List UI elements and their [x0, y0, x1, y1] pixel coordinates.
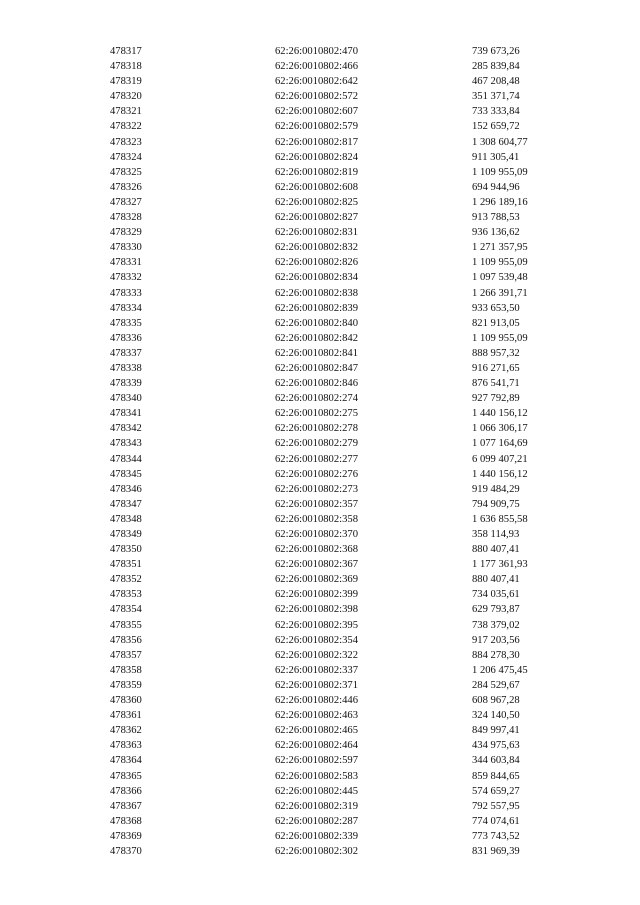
- cadastral-number-cell: 62:26:0010802:368: [275, 544, 358, 556]
- cadastral-number-cell: 62:26:0010802:841: [275, 347, 358, 359]
- table-row: [0, 89, 640, 104]
- table-row: [0, 195, 640, 210]
- row-id-cell: 478332: [110, 272, 142, 284]
- row-id-cell: 478350: [110, 544, 142, 556]
- cadastral-number-cell: 62:26:0010802:445: [275, 785, 358, 797]
- value-cell: 733 333,84: [472, 106, 520, 118]
- value-cell: 916 271,65: [472, 362, 520, 374]
- table-row: [0, 527, 640, 542]
- row-id-cell: 478340: [110, 393, 142, 405]
- value-cell: 1 109 955,09: [472, 332, 528, 344]
- row-id-cell: 478322: [110, 121, 142, 133]
- cadastral-number-cell: 62:26:0010802:840: [275, 317, 358, 329]
- table-row: [0, 467, 640, 482]
- value-cell: 859 844,65: [472, 770, 520, 782]
- cadastral-number-cell: 62:26:0010802:832: [275, 242, 358, 254]
- table-row: [0, 270, 640, 285]
- cadastral-number-cell: 62:26:0010802:399: [275, 589, 358, 601]
- table-row: [0, 210, 640, 225]
- table-row: [0, 331, 640, 346]
- table-row: [0, 119, 640, 134]
- cadastral-number-cell: 62:26:0010802:277: [275, 453, 358, 465]
- value-cell: 574 659,27: [472, 785, 520, 797]
- cadastral-number-cell: 62:26:0010802:834: [275, 272, 358, 284]
- row-id-cell: 478355: [110, 619, 142, 631]
- value-cell: 773 743,52: [472, 830, 520, 842]
- row-id-cell: 478362: [110, 725, 142, 737]
- table-row: [0, 753, 640, 768]
- table-row: [0, 59, 640, 74]
- value-cell: 467 208,48: [472, 76, 520, 88]
- table-row: [0, 512, 640, 527]
- cadastral-number-cell: 62:26:0010802:827: [275, 212, 358, 224]
- cadastral-number-cell: 62:26:0010802:819: [275, 166, 358, 178]
- value-cell: 1 308 604,77: [472, 136, 528, 148]
- table-row: [0, 406, 640, 421]
- cadastral-number-cell: 62:26:0010802:446: [275, 695, 358, 707]
- row-id-cell: 478363: [110, 740, 142, 752]
- value-cell: 434 975,63: [472, 740, 520, 752]
- value-cell: 1 097 539,48: [472, 272, 528, 284]
- row-id-cell: 478346: [110, 483, 142, 495]
- row-id-cell: 478354: [110, 604, 142, 616]
- table-row: [0, 497, 640, 512]
- cadastral-number-cell: 62:26:0010802:846: [275, 378, 358, 390]
- cadastral-number-cell: 62:26:0010802:824: [275, 151, 358, 163]
- row-id-cell: 478330: [110, 242, 142, 254]
- value-cell: 284 529,67: [472, 679, 520, 691]
- table-row: [0, 648, 640, 663]
- cadastral-number-cell: 62:26:0010802:838: [275, 287, 358, 299]
- table-row: [0, 814, 640, 829]
- row-id-cell: 478348: [110, 513, 142, 525]
- row-id-cell: 478353: [110, 589, 142, 601]
- table-row: [0, 452, 640, 467]
- row-id-cell: 478328: [110, 212, 142, 224]
- value-cell: 344 603,84: [472, 755, 520, 767]
- value-cell: 933 653,50: [472, 302, 520, 314]
- value-cell: 792 557,95: [472, 800, 520, 812]
- row-id-cell: 478321: [110, 106, 142, 118]
- value-cell: 888 957,32: [472, 347, 520, 359]
- cadastral-number-cell: 62:26:0010802:395: [275, 619, 358, 631]
- value-cell: 358 114,93: [472, 529, 520, 540]
- cadastral-number-cell: 62:26:0010802:278: [275, 423, 358, 435]
- cadastral-number-cell: 62:26:0010802:322: [275, 649, 358, 661]
- row-id-cell: 478367: [110, 800, 142, 812]
- row-id-cell: 478329: [110, 227, 142, 239]
- row-id-cell: 478325: [110, 166, 142, 178]
- table-row: [0, 602, 640, 617]
- cadastral-number-cell: 62:26:0010802:370: [275, 529, 358, 540]
- cadastral-number-cell: 62:26:0010802:287: [275, 815, 358, 827]
- table-row: [0, 436, 640, 451]
- cadastral-number-cell: 62:26:0010802:464: [275, 740, 358, 752]
- row-id-cell: 478342: [110, 423, 142, 435]
- value-cell: 880 407,41: [472, 574, 520, 586]
- value-cell: 738 379,02: [472, 619, 520, 631]
- row-id-cell: 478349: [110, 529, 142, 540]
- value-cell: 1 440 156,12: [472, 408, 528, 420]
- cadastral-number-cell: 62:26:0010802:466: [275, 61, 358, 73]
- value-cell: 876 541,71: [472, 378, 520, 390]
- row-id-cell: 478331: [110, 257, 142, 269]
- table-row: [0, 44, 640, 59]
- table-row: [0, 361, 640, 376]
- row-id-cell: 478337: [110, 347, 142, 359]
- cadastral-number-cell: 62:26:0010802:826: [275, 257, 358, 269]
- cadastral-number-cell: 62:26:0010802:607: [275, 106, 358, 118]
- row-id-cell: 478327: [110, 196, 142, 208]
- table-row: [0, 738, 640, 753]
- cadastral-number-cell: 62:26:0010802:367: [275, 559, 358, 571]
- value-cell: 739 673,26: [472, 46, 520, 57]
- row-id-cell: 478335: [110, 317, 142, 329]
- value-cell: 1 271 357,95: [472, 242, 528, 254]
- row-id-cell: 478319: [110, 76, 142, 88]
- table-row: [0, 150, 640, 165]
- table-row: [0, 678, 640, 693]
- row-id-cell: 478347: [110, 498, 142, 510]
- cadastral-number-cell: 62:26:0010802:275: [275, 408, 358, 420]
- table-row: [0, 346, 640, 361]
- table-row: [0, 104, 640, 119]
- value-cell: 1 296 189,16: [472, 196, 528, 208]
- row-id-cell: 478344: [110, 453, 142, 465]
- value-cell: 608 967,28: [472, 695, 520, 707]
- cadastral-number-cell: 62:26:0010802:369: [275, 574, 358, 586]
- row-id-cell: 478318: [110, 61, 142, 73]
- table-row: [0, 708, 640, 723]
- cadastral-number-cell: 62:26:0010802:608: [275, 181, 358, 193]
- value-cell: 324 140,50: [472, 710, 520, 722]
- cadastral-number-cell: 62:26:0010802:583: [275, 770, 358, 782]
- value-cell: 911 305,41: [472, 151, 520, 163]
- table-row: [0, 421, 640, 436]
- cadastral-number-cell: 62:26:0010802:572: [275, 91, 358, 103]
- row-id-cell: 478357: [110, 649, 142, 661]
- cadastral-number-cell: 62:26:0010802:319: [275, 800, 358, 812]
- row-id-cell: 478336: [110, 332, 142, 344]
- cadastral-number-cell: 62:26:0010802:279: [275, 438, 358, 450]
- row-id-cell: 478345: [110, 468, 142, 480]
- table-row: [0, 587, 640, 602]
- table-row: [0, 784, 640, 799]
- row-id-cell: 478356: [110, 634, 142, 646]
- table-row: [0, 286, 640, 301]
- table-row: [0, 769, 640, 784]
- cadastral-number-cell: 62:26:0010802:273: [275, 483, 358, 495]
- cadastral-number-cell: 62:26:0010802:339: [275, 830, 358, 842]
- table-row: [0, 240, 640, 255]
- table-row: [0, 255, 640, 270]
- value-cell: 1 077 164,69: [472, 438, 528, 450]
- table-row: [0, 135, 640, 150]
- cadastral-number-cell: 62:26:0010802:642: [275, 76, 358, 88]
- row-id-cell: 478323: [110, 136, 142, 148]
- row-id-cell: 478361: [110, 710, 142, 722]
- table-row: [0, 225, 640, 240]
- cadastral-number-cell: 62:26:0010802:302: [275, 845, 358, 857]
- value-cell: 1 206 475,45: [472, 664, 528, 676]
- row-id-cell: 478368: [110, 815, 142, 827]
- table-row: [0, 74, 640, 89]
- row-id-cell: 478339: [110, 378, 142, 390]
- value-cell: 927 792,89: [472, 393, 520, 405]
- table-row: [0, 618, 640, 633]
- value-cell: 351 371,74: [472, 91, 520, 103]
- value-cell: 6 099 407,21: [472, 453, 528, 465]
- cadastral-number-cell: 62:26:0010802:358: [275, 513, 358, 525]
- table-row: [0, 693, 640, 708]
- row-id-cell: 478366: [110, 785, 142, 797]
- value-cell: 917 203,56: [472, 634, 520, 646]
- value-cell: 1 066 306,17: [472, 423, 528, 435]
- row-id-cell: 478365: [110, 770, 142, 782]
- value-cell: 694 944,96: [472, 181, 520, 193]
- value-cell: 1 177 361,93: [472, 559, 528, 571]
- table-row: [0, 633, 640, 648]
- table-row: [0, 482, 640, 497]
- row-id-cell: 478333: [110, 287, 142, 299]
- table-row: [0, 829, 640, 844]
- cadastral-number-cell: 62:26:0010802:465: [275, 725, 358, 737]
- row-id-cell: 478369: [110, 830, 142, 842]
- value-cell: 1 109 955,09: [472, 257, 528, 269]
- value-cell: 774 074,61: [472, 815, 520, 827]
- value-cell: 849 997,41: [472, 725, 520, 737]
- value-cell: 152 659,72: [472, 121, 520, 133]
- table-row: [0, 844, 640, 859]
- row-id-cell: 478364: [110, 755, 142, 767]
- row-id-cell: 478334: [110, 302, 142, 314]
- cadastral-number-cell: 62:26:0010802:470: [275, 46, 358, 57]
- cadastral-number-cell: 62:26:0010802:463: [275, 710, 358, 722]
- table-row: [0, 723, 640, 738]
- table-row: [0, 316, 640, 331]
- row-id-cell: 478326: [110, 181, 142, 193]
- table-row: [0, 180, 640, 195]
- value-cell: 734 035,61: [472, 589, 520, 601]
- row-id-cell: 478324: [110, 151, 142, 163]
- table-row: [0, 301, 640, 316]
- cadastral-number-cell: 62:26:0010802:337: [275, 664, 358, 676]
- value-cell: 821 913,05: [472, 317, 520, 329]
- value-cell: 919 484,29: [472, 483, 520, 495]
- table-row: [0, 391, 640, 406]
- value-cell: 831 969,39: [472, 845, 520, 857]
- cadastral-number-cell: 62:26:0010802:817: [275, 136, 358, 148]
- table-row: [0, 663, 640, 678]
- table-row: [0, 542, 640, 557]
- table-row: [0, 165, 640, 180]
- value-cell: 913 788,53: [472, 212, 520, 224]
- row-id-cell: 478343: [110, 438, 142, 450]
- row-id-cell: 478370: [110, 845, 142, 857]
- cadastral-number-cell: 62:26:0010802:579: [275, 121, 358, 133]
- value-cell: 629 793,87: [472, 604, 520, 616]
- cadastral-number-cell: 62:26:0010802:842: [275, 332, 358, 344]
- cadastral-number-cell: 62:26:0010802:357: [275, 498, 358, 510]
- table-row: [0, 799, 640, 814]
- row-id-cell: 478338: [110, 362, 142, 374]
- row-id-cell: 478358: [110, 664, 142, 676]
- row-id-cell: 478317: [110, 46, 142, 57]
- cadastral-number-cell: 62:26:0010802:831: [275, 227, 358, 239]
- value-cell: 1 440 156,12: [472, 468, 528, 480]
- cadastral-number-cell: 62:26:0010802:825: [275, 196, 358, 208]
- table-row: [0, 572, 640, 587]
- value-cell: 936 136,62: [472, 227, 520, 239]
- value-cell: 884 278,30: [472, 649, 520, 661]
- row-id-cell: 478359: [110, 679, 142, 691]
- row-id-cell: 478360: [110, 695, 142, 707]
- row-id-cell: 478351: [110, 559, 142, 571]
- cadastral-number-cell: 62:26:0010802:371: [275, 679, 358, 691]
- value-cell: 1 109 955,09: [472, 166, 528, 178]
- row-id-cell: 478320: [110, 91, 142, 103]
- records-table: [0, 44, 640, 859]
- value-cell: 880 407,41: [472, 544, 520, 556]
- cadastral-number-cell: 62:26:0010802:276: [275, 468, 358, 480]
- cadastral-number-cell: 62:26:0010802:274: [275, 393, 358, 405]
- table-row: [0, 557, 640, 572]
- cadastral-number-cell: 62:26:0010802:354: [275, 634, 358, 646]
- row-id-cell: 478341: [110, 408, 142, 420]
- table-row: [0, 376, 640, 391]
- value-cell: 1 266 391,71: [472, 287, 528, 299]
- value-cell: 285 839,84: [472, 61, 520, 73]
- row-id-cell: 478352: [110, 574, 142, 586]
- cadastral-number-cell: 62:26:0010802:398: [275, 604, 358, 616]
- value-cell: 1 636 855,58: [472, 513, 528, 525]
- value-cell: 794 909,75: [472, 498, 520, 510]
- cadastral-number-cell: 62:26:0010802:597: [275, 755, 358, 767]
- cadastral-number-cell: 62:26:0010802:847: [275, 362, 358, 374]
- cadastral-number-cell: 62:26:0010802:839: [275, 302, 358, 314]
